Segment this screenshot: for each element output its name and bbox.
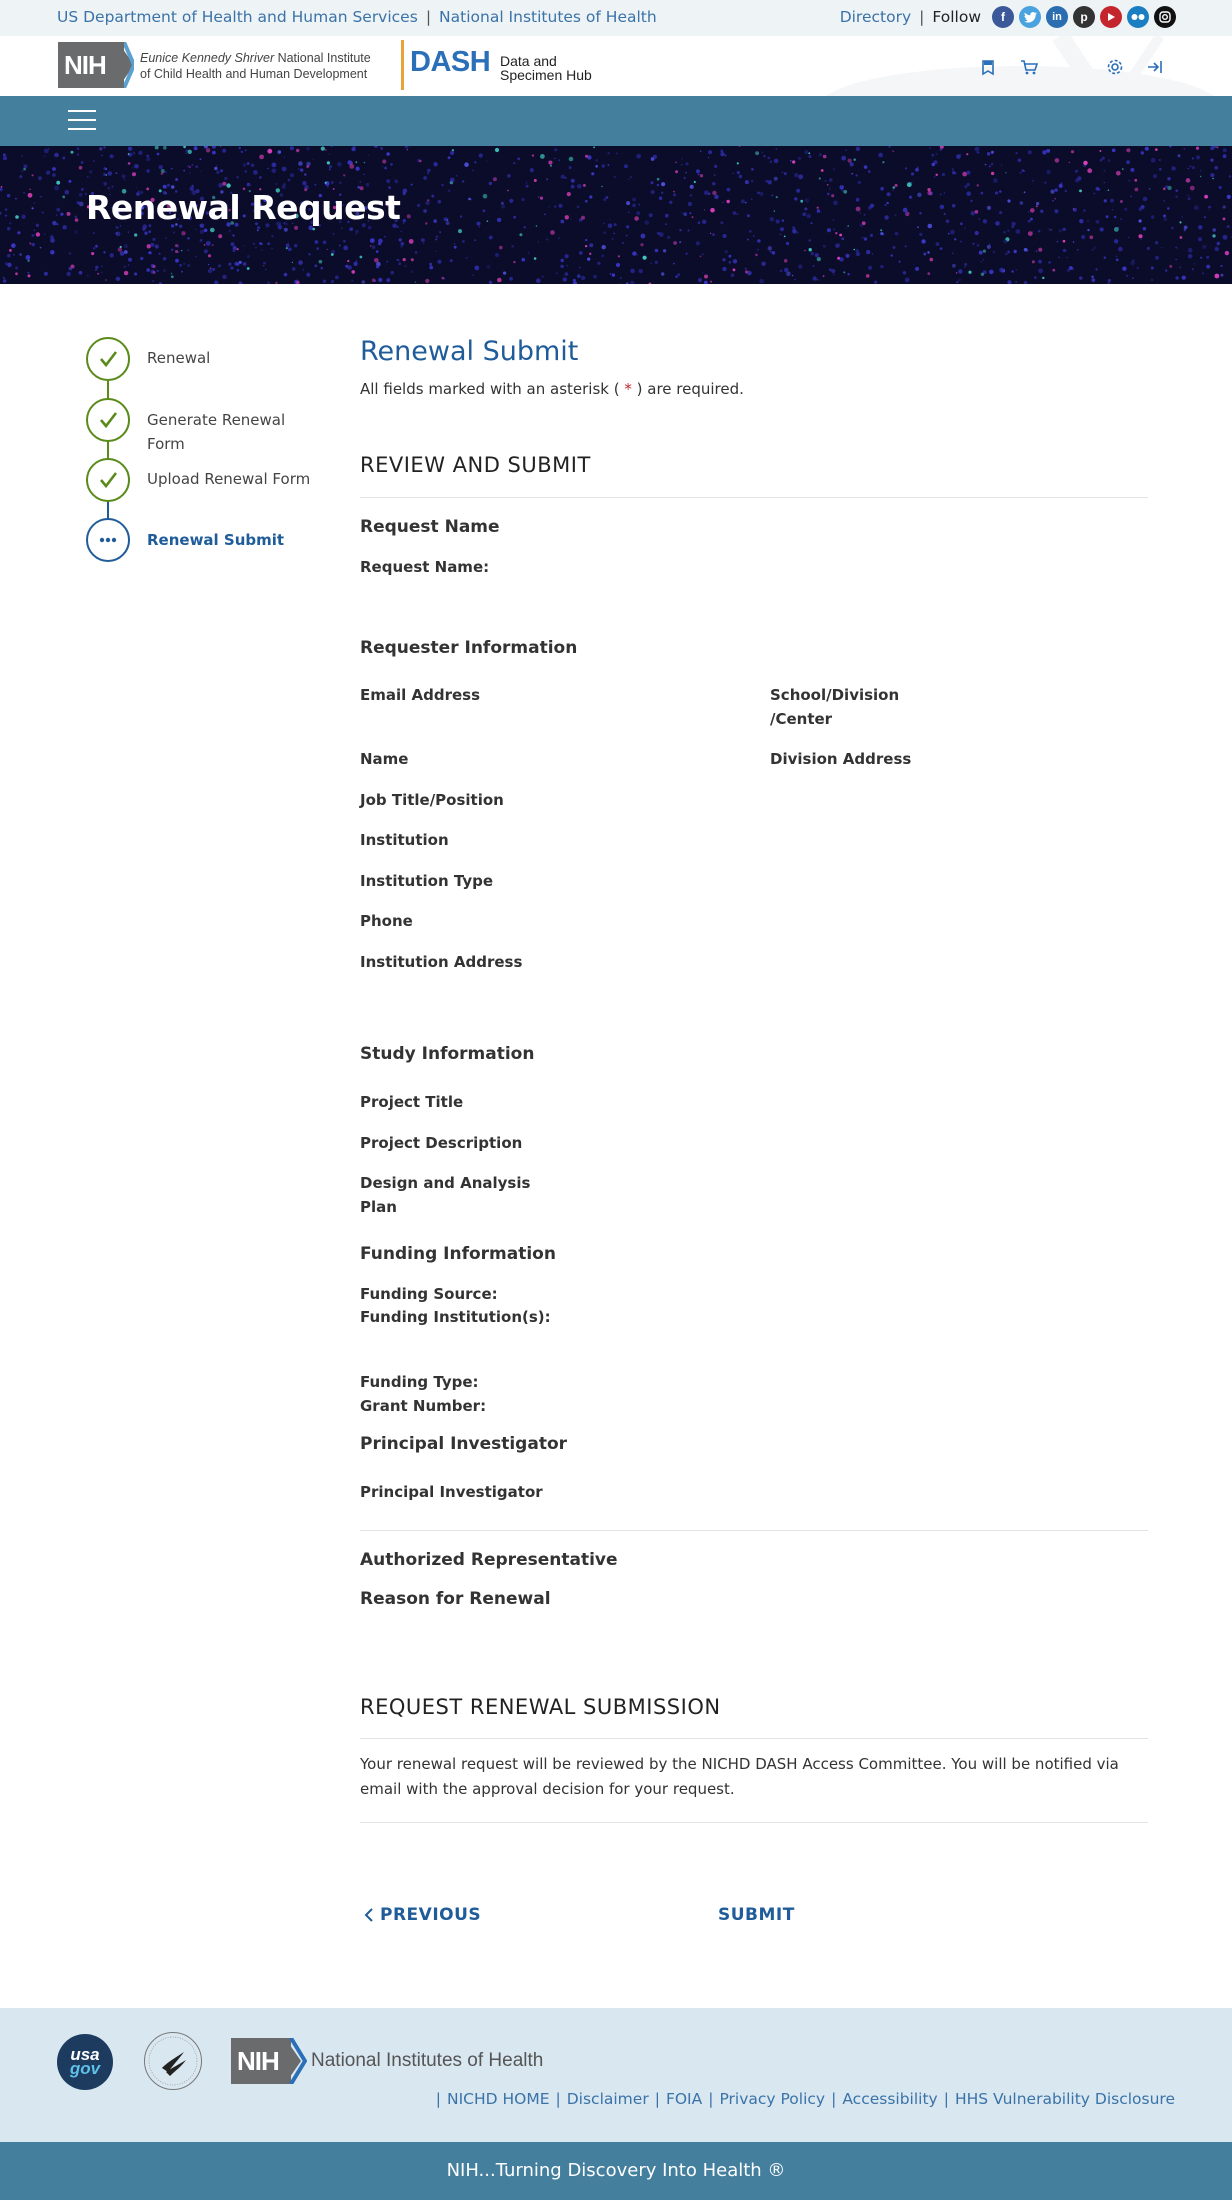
previous-button[interactable] bbox=[364, 1905, 481, 1925]
grant-number-label: Grant Number: bbox=[360, 1397, 487, 1415]
footer-nih-logo[interactable]: NIH bbox=[231, 2038, 291, 2084]
hhs-seal-logo[interactable] bbox=[144, 2032, 202, 2090]
separator: | bbox=[919, 8, 925, 26]
nih-link[interactable]: National Institutes of Health bbox=[439, 8, 657, 26]
save-icon[interactable] bbox=[979, 58, 997, 76]
sign-in-icon[interactable] bbox=[1146, 58, 1164, 76]
step-4-current-icon bbox=[86, 518, 130, 562]
facebook-icon[interactable]: f bbox=[992, 6, 1014, 28]
footer-link-accessibility[interactable]: Accessibility bbox=[842, 2090, 938, 2108]
footer-link-hhs-vulnerability[interactable]: HHS Vulnerability Disclosure bbox=[954, 2090, 1175, 2108]
page-title: Renewal Request bbox=[86, 188, 401, 227]
directory-link[interactable]: Directory bbox=[839, 8, 912, 26]
usagov-logo-gov: gov bbox=[69, 2059, 101, 2078]
separator: | bbox=[435, 2090, 441, 2108]
divider bbox=[360, 1822, 1148, 1823]
separator: | bbox=[425, 8, 432, 26]
design-line1: Design and Analysis bbox=[360, 1174, 531, 1192]
divider bbox=[360, 497, 1148, 498]
name-label: Name bbox=[360, 750, 409, 768]
design-line2: Plan bbox=[360, 1198, 397, 1216]
institute-name[interactable] bbox=[140, 50, 371, 82]
dash-logo-subtitle bbox=[500, 54, 592, 82]
previous-button-label: PREVIOUS bbox=[380, 1905, 482, 1925]
school-division-center-label bbox=[770, 683, 899, 731]
requester-information-heading: Requester Information bbox=[360, 638, 578, 658]
social-links bbox=[840, 6, 1176, 28]
institution-type-label: Institution Type bbox=[360, 872, 494, 890]
chevron-left-icon bbox=[364, 1907, 374, 1923]
divider bbox=[360, 1738, 1148, 1739]
step-generate-renewal-form: Generate Renewal Form bbox=[147, 411, 286, 453]
step-3-complete-icon bbox=[86, 458, 130, 502]
footer-link-nichd-home[interactable]: NICHD HOME bbox=[446, 2090, 550, 2108]
project-description-label: Project Description bbox=[360, 1134, 523, 1152]
footer-tagline: NIH...Turning Discovery Into Health ® bbox=[446, 2160, 786, 2181]
footer-nih-logo-chevron bbox=[285, 2038, 307, 2084]
dash-sub-line1: Data and bbox=[500, 53, 557, 69]
step-upload-renewal-form: Upload Renewal Form bbox=[147, 470, 311, 488]
gear-icon[interactable] bbox=[1106, 58, 1124, 76]
section-title: Renewal Submit bbox=[360, 336, 579, 367]
review-and-submit-heading: REVIEW AND SUBMIT bbox=[360, 453, 591, 477]
hhs-link[interactable]: US Department of Health and Human Services bbox=[57, 8, 418, 26]
email-address-label: Email Address bbox=[360, 686, 481, 704]
principal-investigator-heading: Principal Investigator bbox=[360, 1434, 568, 1454]
linkedin-icon[interactable]: in bbox=[1046, 6, 1068, 28]
hamburger-menu-icon[interactable] bbox=[68, 110, 96, 132]
dash-sub-line2: Specimen Hub bbox=[500, 67, 592, 83]
request-renewal-submission-heading: REQUEST RENEWAL SUBMISSION bbox=[360, 1695, 721, 1719]
divider bbox=[360, 1530, 1148, 1531]
funding-type-label: Funding Type: bbox=[360, 1373, 479, 1391]
nih-logo-chevron-blue bbox=[124, 42, 134, 88]
school-division-line1: School/Division bbox=[770, 686, 900, 704]
gov-links bbox=[57, 8, 657, 26]
step-renewal: Renewal bbox=[147, 349, 211, 367]
reason-for-renewal-heading: Reason for Renewal bbox=[360, 1589, 551, 1609]
separator: | bbox=[831, 2090, 837, 2108]
usagov-logo[interactable] bbox=[57, 2034, 113, 2090]
funding-information-heading: Funding Information bbox=[360, 1244, 556, 1264]
top-utility-bar bbox=[0, 0, 1232, 36]
institution-label: Institution bbox=[360, 831, 449, 849]
footer-tagline-bar bbox=[0, 2142, 1232, 2200]
pinterest-icon[interactable]: p bbox=[1073, 6, 1095, 28]
footer-nih-name[interactable]: National Institutes of Health bbox=[311, 2050, 544, 2071]
institution-address-label: Institution Address bbox=[360, 953, 523, 971]
division-address-label: Division Address bbox=[770, 750, 912, 768]
footer-links bbox=[430, 2090, 1175, 2108]
school-division-line2: /Center bbox=[770, 710, 833, 728]
institute-name-line2: of Child Health and Human Development bbox=[140, 67, 368, 81]
usagov-logo-usa: usa bbox=[70, 2045, 100, 2064]
separator: | bbox=[654, 2090, 660, 2108]
separator: | bbox=[943, 2090, 949, 2108]
authorized-representative-heading: Authorized Representative bbox=[360, 1550, 618, 1570]
logo-divider bbox=[401, 40, 404, 90]
cart-icon[interactable] bbox=[1020, 58, 1038, 76]
step-renewal-submit: Renewal Submit bbox=[147, 531, 285, 549]
separator: | bbox=[555, 2090, 561, 2108]
follow-label: Follow bbox=[932, 8, 981, 26]
instagram-icon[interactable] bbox=[1154, 6, 1176, 28]
flickr-icon[interactable] bbox=[1127, 6, 1149, 28]
youtube-icon[interactable] bbox=[1100, 6, 1122, 28]
request-name-heading: Request Name bbox=[360, 517, 500, 537]
funding-source-label: Funding Source: bbox=[360, 1285, 498, 1303]
phone-label: Phone bbox=[360, 912, 413, 930]
job-title-label: Job Title/Position bbox=[360, 791, 504, 809]
main-nav-bar bbox=[0, 96, 1232, 146]
principal-investigator-label: Principal Investigator bbox=[360, 1483, 543, 1501]
institute-name-italic: Eunice Kennedy Shriver bbox=[140, 51, 275, 65]
separator: | bbox=[708, 2090, 714, 2108]
footer-link-disclaimer[interactable]: Disclaimer bbox=[566, 2090, 649, 2108]
twitter-icon[interactable] bbox=[1019, 6, 1041, 28]
project-title-label: Project Title bbox=[360, 1093, 464, 1111]
institute-name-rest: National Institute bbox=[274, 51, 371, 65]
step-2-complete-icon bbox=[86, 398, 130, 442]
design-analysis-plan-label bbox=[360, 1171, 530, 1219]
footer-link-foia[interactable]: FOIA bbox=[665, 2090, 703, 2108]
request-name-label: Request Name: bbox=[360, 558, 490, 576]
step-1-complete-icon bbox=[86, 337, 130, 381]
required-note bbox=[360, 380, 744, 398]
funding-institutions-label: Funding Institution(s): bbox=[360, 1308, 551, 1326]
dash-logo[interactable]: DASH bbox=[410, 46, 491, 78]
required-asterisk: * bbox=[624, 380, 632, 398]
submit-button[interactable]: SUBMIT bbox=[718, 1905, 795, 1925]
required-note-prefix: All fields marked with an asterisk ( bbox=[360, 380, 625, 398]
nih-logo[interactable]: NIH bbox=[58, 42, 124, 88]
study-information-heading: Study Information bbox=[360, 1044, 535, 1064]
site-header bbox=[0, 36, 1232, 96]
submission-info-text: Your renewal request will be reviewed by the NICHD DASH Access Committee. You will be notified via email with the approval decision for your request. bbox=[360, 1755, 1119, 1798]
page-banner bbox=[0, 146, 1232, 284]
footer-link-privacy-policy[interactable]: Privacy Policy bbox=[719, 2090, 826, 2108]
required-note-suffix: ) are required. bbox=[631, 380, 744, 398]
